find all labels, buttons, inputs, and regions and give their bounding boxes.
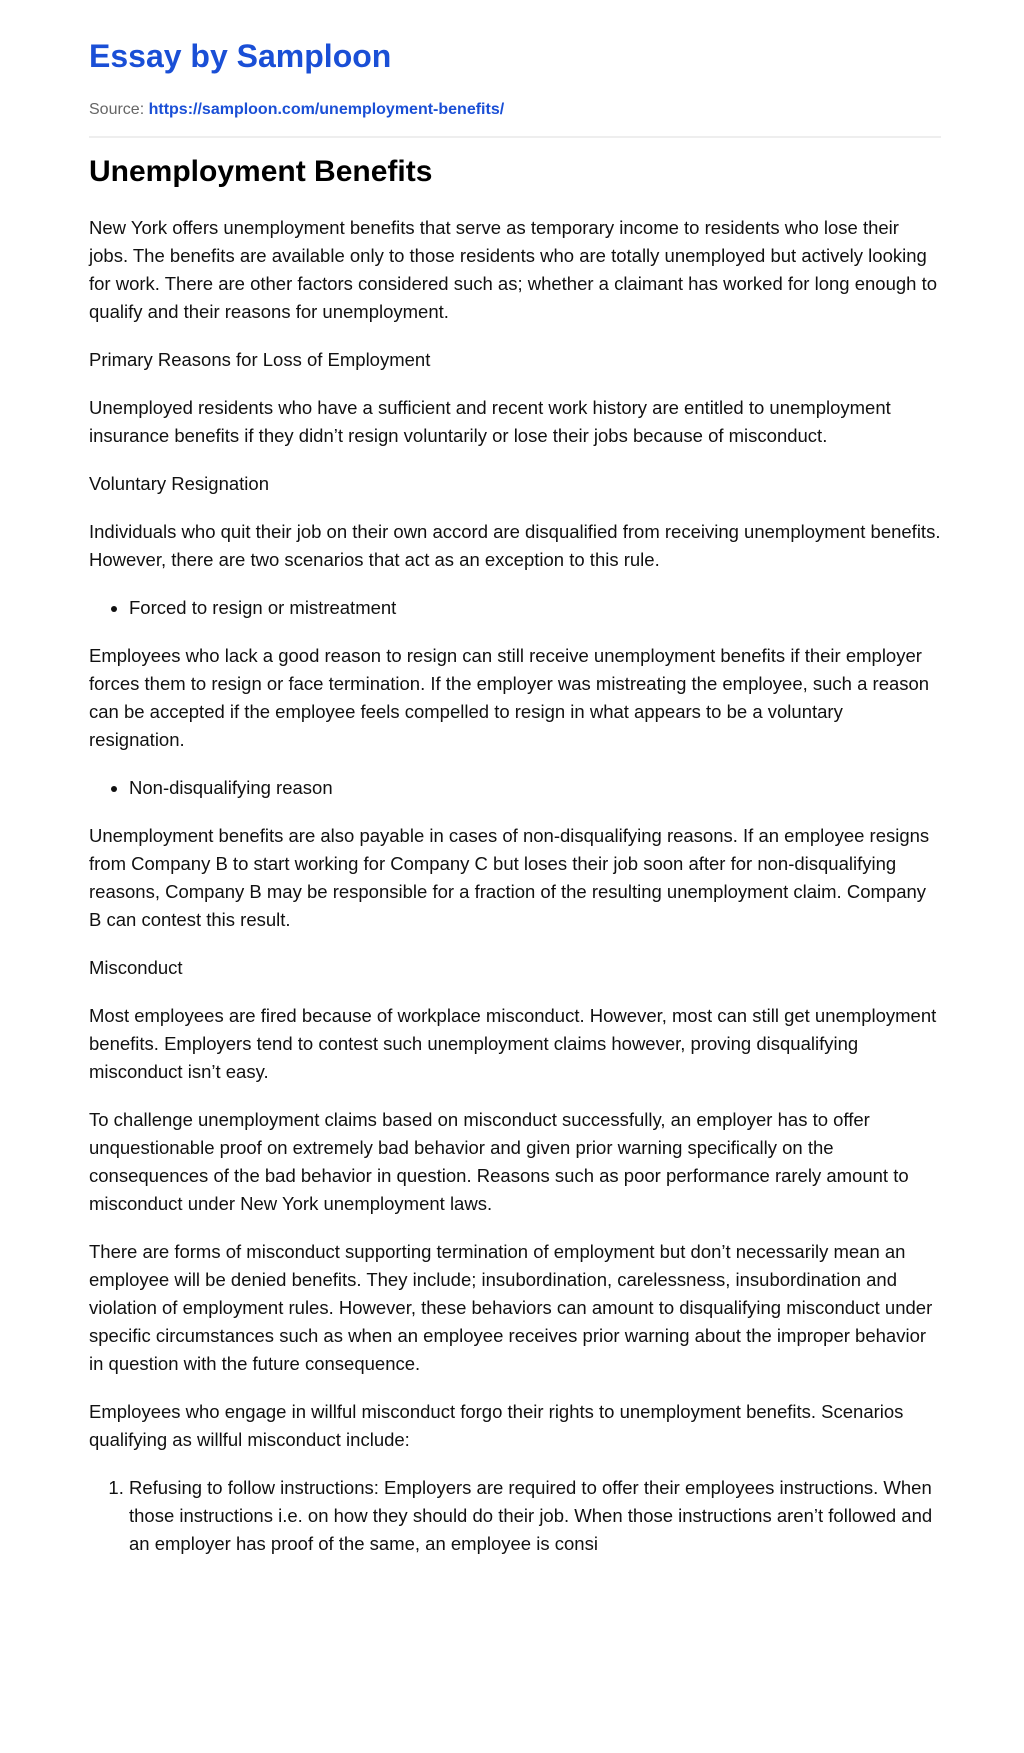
source-link[interactable]: https://samploon.com/unemployment-benefits/ (148, 101, 505, 118)
list-item: • Non-disqualifying reason (129, 774, 941, 802)
essay-page (89, 0, 941, 1578)
paragraph: Most employees are fired because of workplace misconduct. However, most can still get unemployment benefits. Employers tend to contest such unemployment claims however, proving disqualifying misconduct isn’t easy. (89, 1005, 937, 1082)
source-label: Source: (89, 101, 145, 118)
paragraph: There are forms of misconduct supporting termination of employment but don’t necessarily mean an employee will be denied benefits. They include; insubordination, carelessness, insubordination and violation of employment rules. However, these behaviors can amount to disqualifying misconduct under specific circumstances such as when an employee receives prior warning about the improper behavior in question with the future consequence. (89, 1241, 933, 1374)
divider (89, 136, 941, 138)
paragraph: Employees who engage in willful misconduct forgo their rights to unemployment benefits. Scenarios qualifying as willful misconduct include: (89, 1401, 904, 1450)
list-item: • Forced to resign or mistreatment (129, 594, 941, 622)
brand-title[interactable]: Essay by Samploon (89, 38, 392, 74)
section-heading: Primary Reasons for Loss of Employment (89, 349, 431, 370)
bullet-list (89, 774, 941, 802)
paragraph: Unemployed residents who have a sufficient and recent work history are entitled to unemployment insurance benefits if they didn’t resign voluntarily or lose their jobs because of misconduct. (89, 397, 891, 446)
list-item: 1. Refusing to follow instructions: Employers are required to offer their employees instructions. When those instructions i.e. on how they should do their job. When those instructions aren’t followed and an employer has proof of the same, an employee is consi (129, 1474, 941, 1558)
source-line (89, 100, 941, 120)
section-heading: Misconduct (89, 957, 183, 978)
section-heading: Voluntary Resignation (89, 473, 269, 494)
paragraph: New York offers unemployment benefits that serve as temporary income to residents who lose their jobs. The benefits are available only to those residents who are totally unemployed but actively looking for work. There are other factors considered such as; whether a claimant has worked for long enough to qualify and their reasons for unemployment. (89, 217, 938, 322)
paragraph: To challenge unemployment claims based on misconduct successfully, an employer has to offer unquestionable proof on extremely bad behavior and given prior warning specifically on the consequences of the bad behavior in question. Reasons such as poor performance rarely amount to misconduct under New York unemployment laws. (89, 1109, 909, 1214)
paragraph: Unemployment benefits are also payable in cases of non-disqualifying reasons. If an employee resigns from Company B to start working for Company C but loses their job soon after for non-disqualifying reasons, Company B may be responsible for a fraction of the resulting unemployment claim. Company B can contest this result. (89, 825, 930, 930)
article-title: Unemployment Benefits (89, 155, 433, 188)
paragraph: Employees who lack a good reason to resign can still receive unemployment benefits if their employer forces them to resign or face termination. If the employer was mistreating the employee, such a reason can be accepted if the employee feels compelled to resign in what appears to be a voluntary resignation. (89, 645, 930, 750)
paragraph: Individuals who quit their job on their own accord are disqualified from receiving unemployment benefits. However, there are two scenarios that act as an exception to this rule. (89, 521, 941, 570)
bullet-list (89, 594, 941, 622)
numbered-list (89, 1474, 941, 1558)
